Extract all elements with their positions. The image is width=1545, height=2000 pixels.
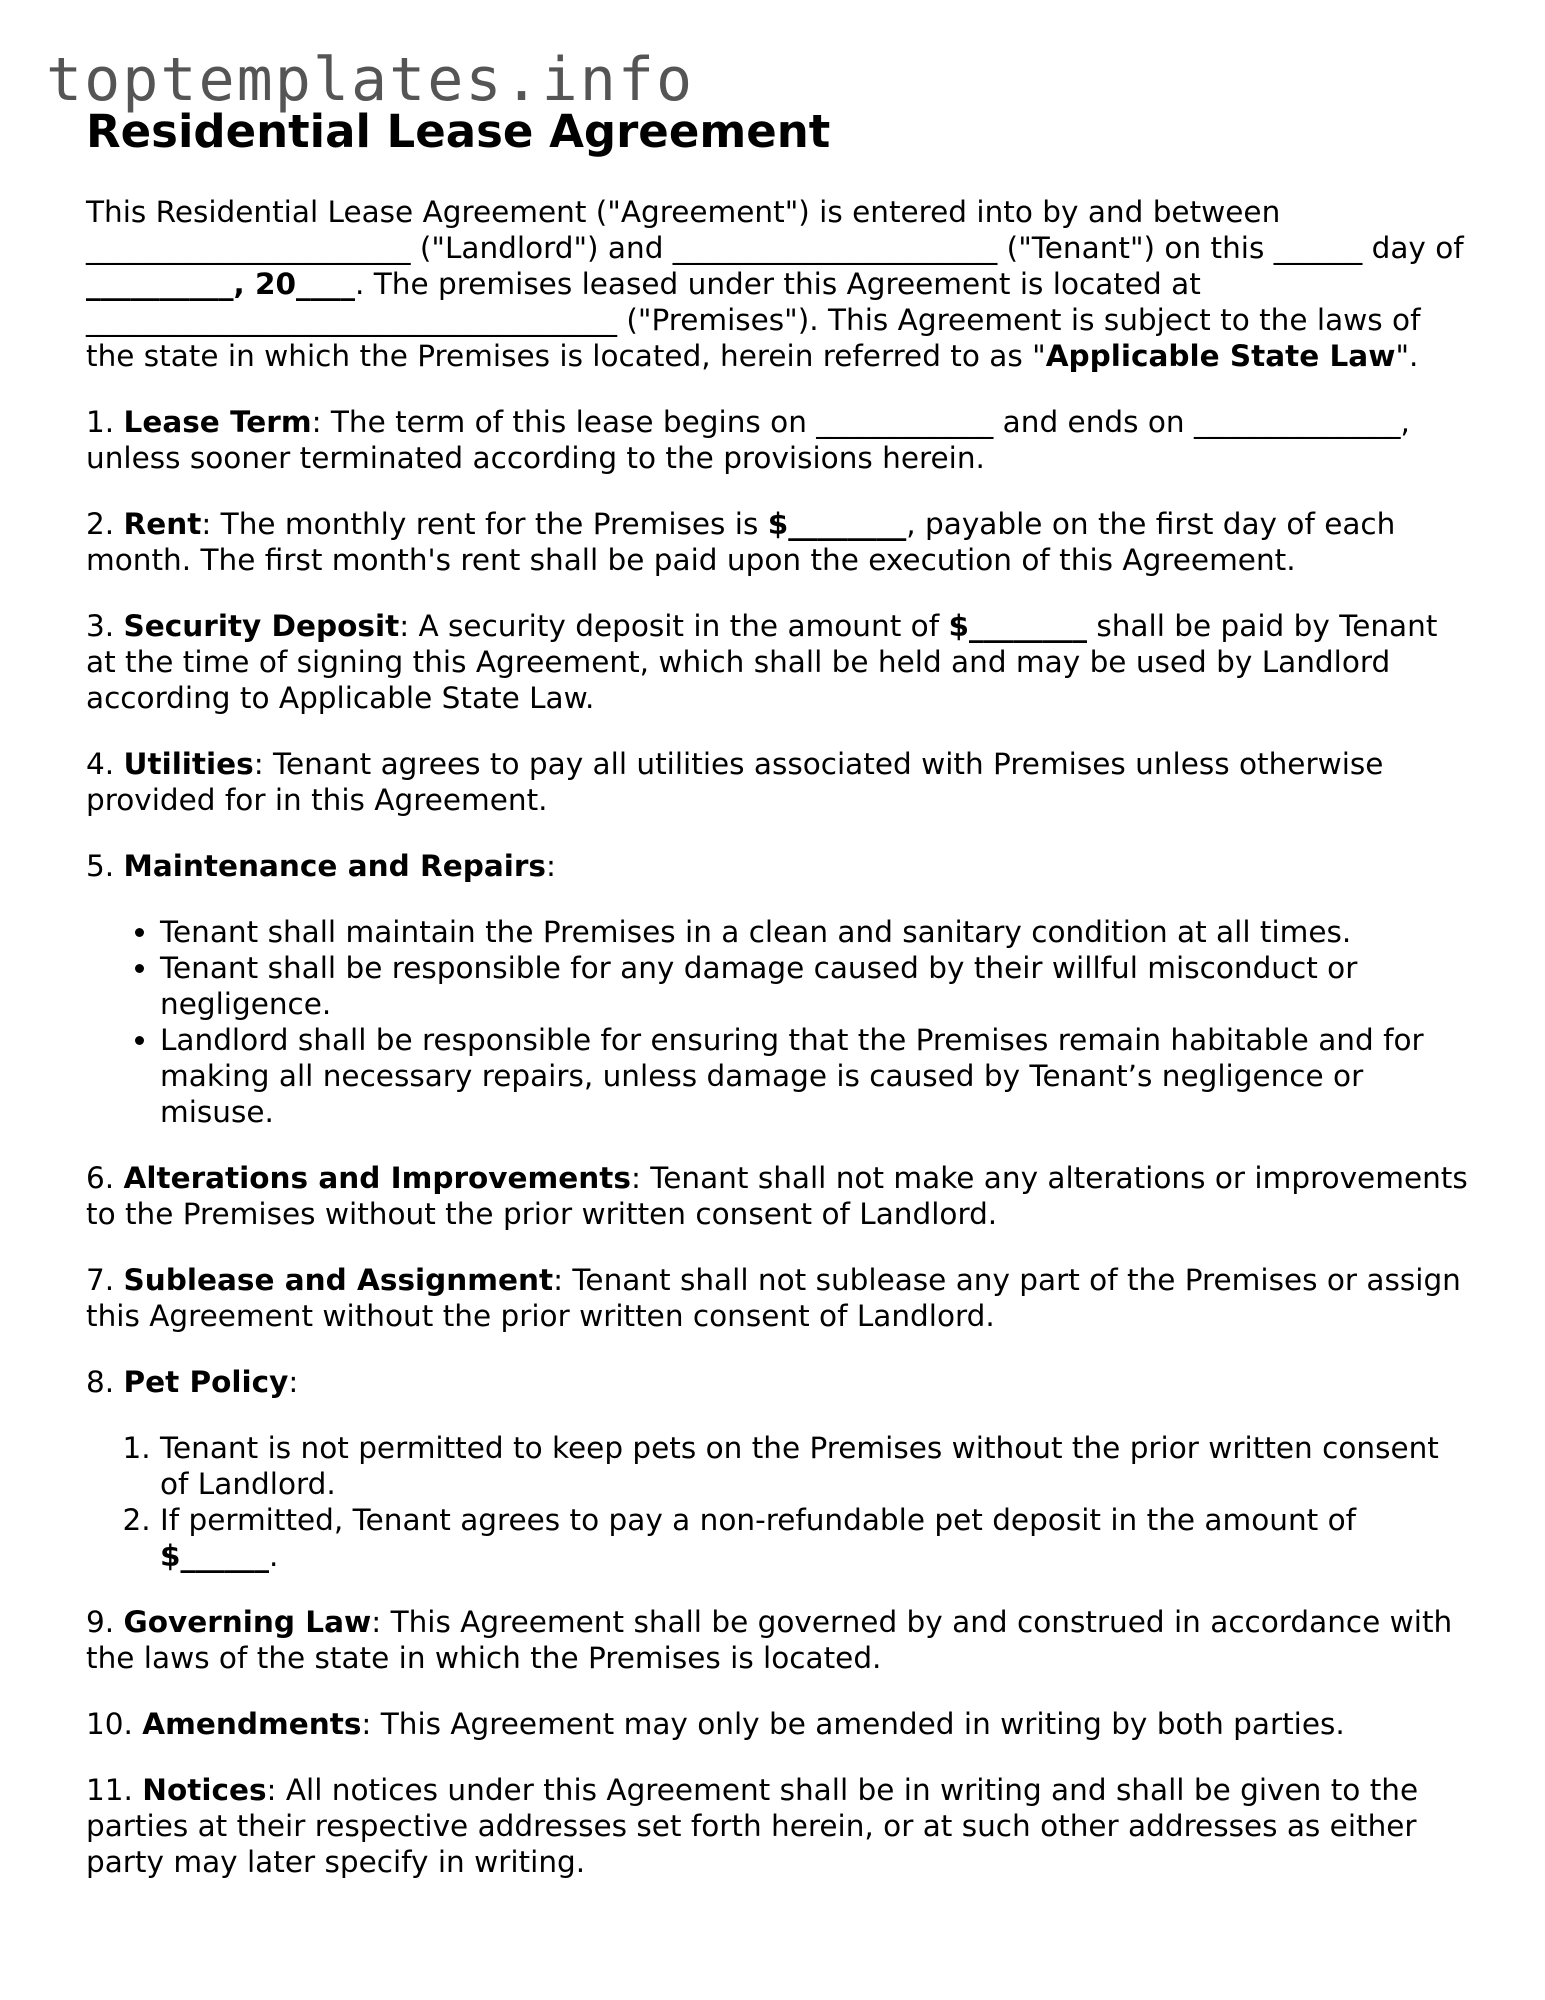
section-text: :	[288, 1365, 299, 1399]
deposit-amount-blank: $________	[948, 609, 1087, 643]
intro-text-1: This Residential Lease Agreement ("Agreement") is entered into by and between ______________________ ("Landlord") and ______________________ ("Tenant") on this ______ day of	[86, 195, 1464, 265]
section-text: :	[545, 849, 556, 883]
section-notices	[86, 1772, 1476, 1880]
list-item	[160, 1502, 1476, 1574]
section-title: Rent	[123, 507, 202, 541]
section-text: : The monthly rent for the Premises is	[201, 507, 768, 541]
section-text: : The term of this lease begins on ____________ and ends on ______________, unless sooner terminated according to the provisions herein.	[86, 405, 1410, 475]
section-number: 10.	[86, 1707, 143, 1741]
section-number: 4.	[86, 747, 124, 781]
section-text: : Tenant agrees to pay all utilities associated with Premises unless otherwise provided for in this Agreement.	[86, 747, 1384, 817]
section-governing-law	[86, 1604, 1476, 1676]
section-text: : This Agreement shall be governed by and construed in accordance with the laws of the state in which the Premises is located.	[86, 1605, 1453, 1675]
list-item-text: If permitted, Tenant agrees to pay a non-refundable pet deposit in the amount of	[160, 1503, 1357, 1537]
section-title: Maintenance and Repairs	[123, 849, 546, 883]
watermark: toptemplates.info	[46, 45, 695, 115]
section-amendments	[86, 1706, 1476, 1742]
section-number: 1.	[86, 405, 124, 439]
list-item: • Tenant shall maintain the Premises in a clean and sanitary condition at all times.	[160, 914, 1476, 950]
section-pet-policy	[86, 1364, 1476, 1400]
section-text: : A security deposit in the amount of	[399, 609, 949, 643]
section-text: : All notices under this Agreement shall be in writing and shall be given to the parties at their respective addresses set forth herein, or at such other addresses as either party may later specify in writing.	[86, 1773, 1419, 1879]
section-title: Utilities	[123, 747, 254, 781]
section-security-deposit	[86, 608, 1476, 716]
section-number: 11.	[86, 1773, 143, 1807]
section-title: Governing Law	[123, 1605, 372, 1639]
intro-date-blank: __________, 20____	[86, 267, 356, 301]
section-maintenance	[86, 848, 1476, 884]
section-title: Lease Term	[123, 405, 312, 439]
document-title: Residential Lease Agreement	[86, 105, 831, 158]
intro-text-3: ".	[1395, 339, 1419, 373]
intro-paragraph	[86, 194, 1476, 374]
list-item: 1. Tenant is not permitted to keep pets on the Premises without the prior written consent of Landlord.	[160, 1430, 1476, 1502]
list-item: • Landlord shall be responsible for ensuring that the Premises remain habitable and for making all necessary repairs, unless damage is caused by Tenant’s negligence or misuse.	[160, 1022, 1476, 1130]
maintenance-list	[86, 914, 1476, 1130]
section-title: Security Deposit	[123, 609, 400, 643]
section-title: Pet Policy	[123, 1365, 289, 1399]
pet-deposit-blank: $______	[160, 1539, 270, 1573]
section-text: : Tenant shall not sublease any part of the Premises or assign this Agreement without the prior written consent of Landlord.	[86, 1263, 1461, 1333]
section-number: 3.	[86, 609, 124, 643]
section-alterations	[86, 1160, 1476, 1232]
section-number: 6.	[86, 1161, 124, 1195]
section-title: Alterations and Improvements	[123, 1161, 631, 1195]
section-text: , payable on the first day of each month. The first month's rent shall be paid upon the execution of this Agreement.	[86, 507, 1396, 577]
section-title: Amendments	[142, 1707, 362, 1741]
section-number: 5.	[86, 849, 124, 883]
section-number: 8.	[86, 1365, 124, 1399]
section-sublease	[86, 1262, 1476, 1334]
section-text: shall be paid by Tenant at the time of signing this Agreement, which shall be held and may be used by Landlord according to Applicable State Law.	[86, 609, 1438, 715]
section-number: 9.	[86, 1605, 124, 1639]
pet-policy-list	[86, 1430, 1476, 1574]
document-body	[86, 100, 1476, 1880]
section-number: 7.	[86, 1263, 124, 1297]
section-number: 2.	[86, 507, 124, 541]
section-title: Sublease and Assignment	[123, 1263, 554, 1297]
section-text: : This Agreement may only be amended in writing by both parties.	[361, 1707, 1345, 1741]
section-text: : Tenant shall not make any alterations or improvements to the Premises without the prior written consent of Landlord.	[86, 1161, 1468, 1231]
intro-text-2: . The premises leased under this Agreement is located at ____________________________________ ("Premises"). This Agreement is subject to the laws of the state in which the Premises is located, herein referred to as "	[86, 267, 1421, 373]
section-lease-term	[86, 404, 1476, 476]
section-utilities	[86, 746, 1476, 818]
rent-amount-blank: $________	[767, 507, 907, 541]
section-rent	[86, 506, 1476, 578]
intro-applicable-law: Applicable State Law	[1045, 339, 1396, 373]
section-title: Notices	[142, 1773, 267, 1807]
list-item-end: .	[269, 1539, 279, 1573]
list-item: • Tenant shall be responsible for any damage caused by their willful misconduct or negligence.	[160, 950, 1476, 1022]
